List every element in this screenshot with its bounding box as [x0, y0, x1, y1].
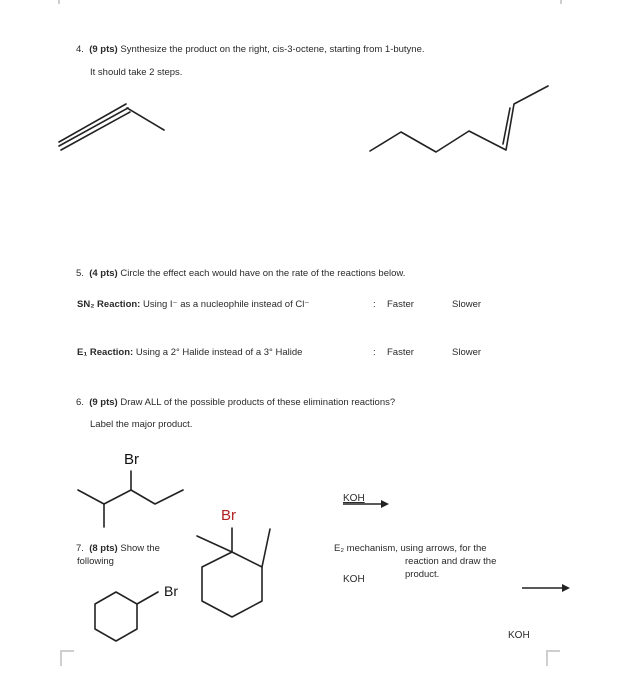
sn2-option-faster[interactable]: Faster: [387, 299, 414, 310]
question-7-line-2: following: [77, 556, 114, 567]
question-4-line-2: It should take 2 steps.: [90, 67, 183, 78]
question-4-points: (9 pts): [89, 44, 118, 55]
e1-separator: :: [373, 347, 376, 358]
question-7-reagent-left: KOH: [343, 574, 365, 585]
mechanism-line-3: product.: [405, 569, 440, 580]
question-5-text: Circle the effect each would have on the rate of the reactions below.: [120, 268, 406, 279]
mechanism-line-2: reaction and draw the: [405, 556, 497, 567]
sn2-label: SN₂ Reaction:: [77, 299, 141, 310]
question-6-points: (9 pts): [89, 397, 118, 408]
question-7-text: Show the: [120, 543, 160, 554]
octene-structure: [370, 86, 548, 152]
middle-bromine-label: Br: [221, 507, 236, 524]
question-6-line-2: Label the major product.: [90, 419, 193, 430]
butyne-structure: [59, 104, 164, 150]
question-7-reagent-right: KOH: [508, 630, 530, 641]
bromoalkane-structure: [78, 471, 183, 527]
question-5-points: (4 pts): [89, 268, 118, 279]
e1-label: E₁ Reaction:: [77, 347, 134, 358]
sn2-separator: :: [373, 299, 376, 310]
sn2-option-slower[interactable]: Slower: [452, 299, 482, 310]
question-5-number: 5.: [76, 268, 84, 279]
bromomethylcyclohexane-structure: [95, 592, 158, 641]
question-6-reagent: KOH: [343, 493, 365, 504]
question-6-text: Draw ALL of the possible products of these elimination reactions?: [120, 397, 396, 408]
question-6-arrow: [343, 500, 389, 508]
question-7-points: (8 pts): [89, 543, 118, 554]
question-7-arrow: [522, 584, 570, 592]
question-4-text: Synthesize the product on the right, cis-3-octene, starting from 1-butyne.: [120, 44, 425, 55]
question-4-number: 4.: [76, 44, 84, 55]
mechanism-line-1: E₂ mechanism, using arrows, for the: [334, 543, 487, 554]
question-7-number: 7.: [76, 543, 84, 554]
bromo-methylcyclohexane-structure: [197, 528, 270, 617]
question-6-number: 6.: [76, 397, 84, 408]
question-7-bromine-label: Br: [164, 583, 178, 599]
e1-option-faster[interactable]: Faster: [387, 347, 414, 358]
question-6-bromine-label: Br: [124, 451, 139, 468]
sn2-text: Using I⁻ as a nucleophile instead of Cl⁻: [142, 299, 310, 310]
e1-text: Using a 2° Halide instead of a 3° Halide: [135, 347, 303, 358]
e1-option-slower[interactable]: Slower: [452, 347, 482, 358]
